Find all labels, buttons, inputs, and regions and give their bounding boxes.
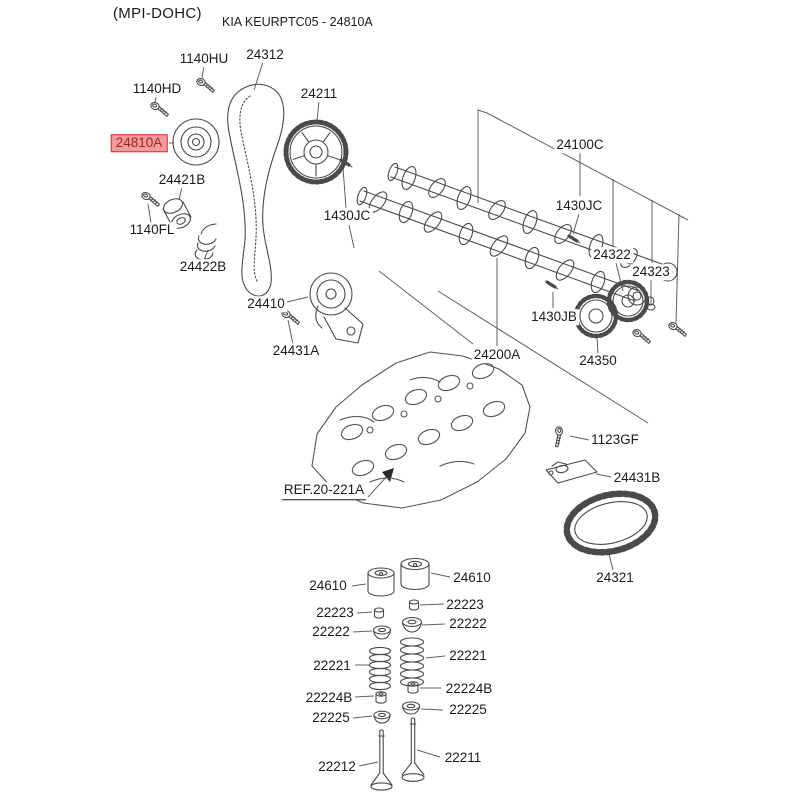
part-label-24322[interactable]: 24322 (593, 247, 631, 263)
engine-variant-title: (MPI-DOHC) (113, 5, 202, 22)
leader-lines (148, 62, 688, 766)
part-label-24211[interactable]: 24211 (300, 86, 338, 102)
part-label-22221-2[interactable]: 22221 (449, 648, 487, 664)
part-label-24200a[interactable]: 24200A (473, 347, 521, 363)
part-label-1123gf[interactable]: 1123GF (591, 432, 639, 448)
part-label-24810a[interactable]: 24810A (111, 134, 168, 152)
tappets (368, 559, 429, 597)
dowel-pins (341, 160, 580, 289)
part-label-22222[interactable]: 22222 (312, 624, 350, 640)
part-label-22225[interactable]: 22225 (312, 710, 350, 726)
valve-stem-seals (376, 682, 418, 703)
belt-tensioner (310, 273, 363, 343)
valve-keepers (375, 600, 419, 618)
timing-belt (228, 84, 284, 296)
part-label-22223[interactable]: 22223 (316, 605, 354, 621)
part-label-22221[interactable]: 22221 (313, 658, 351, 674)
part-label-24312[interactable]: 24312 (246, 47, 284, 63)
cam-chain-sprockets (576, 282, 655, 336)
idler-pulley (173, 119, 219, 165)
part-label-1430jb[interactable]: 1430JB (531, 309, 577, 325)
chain-guide-plate (546, 460, 597, 483)
part-label-24610-2[interactable]: 24610 (453, 570, 491, 586)
spring-seats (374, 702, 420, 723)
part-label-24431b[interactable]: 24431B (613, 470, 661, 486)
part-label-24350[interactable]: 24350 (579, 353, 617, 369)
part-label-24100c[interactable]: 24100C (556, 137, 604, 153)
part-label-22223-2[interactable]: 22223 (446, 597, 484, 613)
part-label-1140hu[interactable]: 1140HU (179, 51, 229, 67)
part-label-24422b[interactable]: 24422B (179, 259, 227, 275)
part-label-ref-20-221a[interactable]: REF.20-221A (282, 482, 366, 500)
catalog-title: KIA KEURPTC05 - 24810A (222, 15, 373, 29)
part-label-22225-2[interactable]: 22225 (449, 702, 487, 718)
part-label-24410[interactable]: 24410 (247, 296, 285, 312)
timing-chain (561, 485, 662, 561)
part-label-22224b[interactable]: 22224B (305, 690, 353, 706)
part-label-24321[interactable]: 24321 (596, 570, 634, 586)
spring-retainers (374, 618, 422, 640)
part-label-24610[interactable]: 24610 (309, 578, 347, 594)
part-label-22222-2[interactable]: 22222 (449, 616, 487, 632)
part-label-1430jc[interactable]: 1430JC (323, 208, 371, 224)
valves (371, 718, 424, 790)
part-label-22212[interactable]: 22212 (318, 759, 356, 775)
cam-sprocket (286, 122, 346, 182)
part-label-22211[interactable]: 22211 (444, 750, 482, 766)
part-label-24323[interactable]: 24323 (632, 264, 670, 280)
part-label-22224b-2[interactable]: 22224B (445, 681, 493, 697)
part-label-24421b[interactable]: 24421B (158, 172, 206, 188)
part-label-1140hd[interactable]: 1140HD (132, 81, 182, 97)
part-label-24431a[interactable]: 24431A (272, 343, 320, 359)
part-label-1140fl[interactable]: 1140FL (129, 222, 175, 238)
part-label-1430jc-2[interactable]: 1430JC (555, 198, 603, 214)
